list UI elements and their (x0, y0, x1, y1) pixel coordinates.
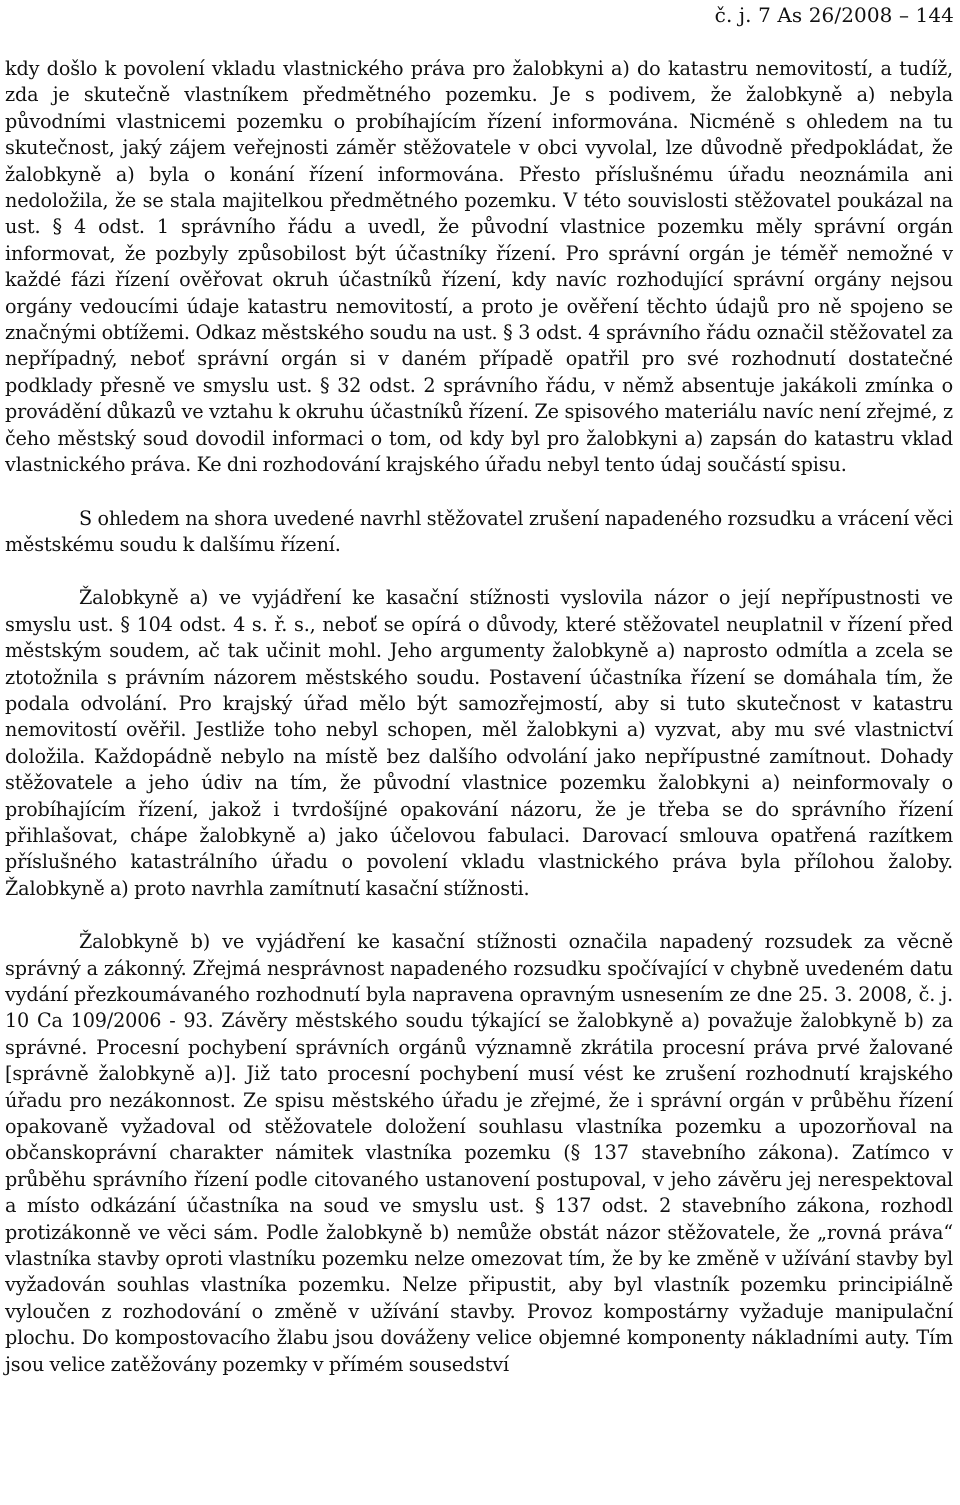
paragraph-plaintiff-b-response: Žalobkyně b) ve vyjádření ke kasační stížnosti označila napadený rozsudek za věcně správný a zákonný. Zřejmá nesprávnost napadeného rozsudku spočívající v chybně uvedeném datu vydání přezkoumávaného rozhodnutí byla napravena opravným usnesením ze dne 25. 3. 2008, č. j. 10 Ca 109/2006 - 93. Závěry městského soudu týkající se žalobkyně a) považuje žalobkyně b) za správné. Procesní pochybení správních orgánů významně zkrátila procesní práva prvé žalované [správně žalobkyně a)]. Již tato procesní pochybení musí vést ke zrušení rozhodnutí krajského úřadu pro nezákonnost. Ze spisu městského úřadu je zřejmé, že i správní orgán v průběhu řízení opakovaně vyžadoval od stěžovatele doložení souhlasu vlastníka pozemku a upozorňoval na občanskoprávní charakter námitek vlastníka pozemku (§ 137 stavebního zákona). Zatímco v průběhu správního řízení podle citovaného ustanovení postupoval, v jeho závěru jej nerespektoval a místo odkázání účastníka na soud ve smyslu ust. § 137 odst. 2 stavebního zákona, rozhodl protizákonně ve věci sám. Podle žalobkyně b) nemůže obstát názor stěžovatele, že „rovná práva“ vlastníka stavby oproti vlastníku pozemku nelze omezovat tím, že by ke změně v užívání stavby byl vyžadován souhlas vlastníka pozemku. Nelze připustit, aby byl vlastník pozemku principiálně vyloučen z rozhodování o změně v užívání stavby. Provoz kompostárny vyžaduje manipulační plochu. Do kompostovacího žlabu jsou dováženy velice objemné komponenty nákladními auty. Tím jsou velice zatěžovány pozemky v přímém sousedství (5, 930, 953, 1376)
paragraph-complainant-proposal: S ohledem na shora uvedené navrhl stěžovatel zrušení napadeného rozsudku a vrácení věci městskému soudu k dalšímu řízení. (5, 506, 953, 556)
case-reference: č. j. 7 As 26/2008 – 144 (714, 3, 954, 27)
paragraph-plaintiff-a-response: Žalobkyně a) ve vyjádření ke kasační stížnosti vyslovila názor o její nepřípustnosti ve smyslu ust. § 104 odst. 4 s. ř. s., neboť se opírá o důvody, které stěžovatel neuplatnil v řízení před městským soudem, ač tak učinit mohl. Jeho argumenty žalobkyně a) naprosto odmítla a zcela se ztotožnila s právním názorem městského soudu. Postavení účastníka řízení se domáhala tím, že podala odvolání. Pro krajský úřad mělo být samozřejmostí, aby si tuto skutečnost v katastru nemovitostí ověřil. Jestliže toho nebyl schopen, měl žalobkyni a) vyzvat, aby mu své vlastnictví doložila. Každopádně nebylo na místě bez dalšího odvolání jako nepřípustné zamítnout. Dohady stěžovatele a jeho údiv na tím, že původní vlastnice pozemku žalobkyni a) neinformovaly o probíhajícím řízení, jakož i tvrdošíjné opakování názoru, že je třeba se do správního řízení přihlašovat, chápe žalobkyně a) jako účelovou fabulaci. Darovací smlouva opatřená razítkem příslušného katastrálního úřadu o povolení vkladu vlastnického práva byla přílohou žaloby. Žalobkyně a) proto navrhla zamítnutí kasační stížnosti. (5, 586, 953, 900)
paragraph-complainant-arguments: kdy došlo k povolení vkladu vlastnického práva pro žalobkyni a) do katastru nemovitostí, a tudíž, zda je skutečně vlastníkem předmětného pozemku. Je s podivem, že žalobkyně a) nebyla původními vlastnicemi pozemku o probíhajícím řízení informována. Nicméně s ohledem na tu skutečnost, jaký zájem veřejnosti záměr stěžovatele v obci vyvolal, lze důvodně předpokládat, že žalobkyně a) byla o konání řízení informována. Přesto příslušnému úřadu neoznámila ani nedoložila, že se stala majitelkou předmětného pozemku. V této souvislosti stěžovatel poukázal na ust. § 4 odst. 1 správního řádu a uvedl, že původní vlastnice pozemku měly správní orgán informovat, že pozbyly způsobilost být účastníky řízení. Pro správní orgán je téměř nemožné v každé fázi řízení ověřovat okruh účastníků řízení, kdy navíc rozhodující správní orgány nejsou orgány vedoucími údaje katastru nemovitostí, a proto je ověření těchto údajů pro ně spojeno se značnými obtížemi. Odkaz městského soudu na ust. § 3 odst. 4 správního řádu označil stěžovatel za nepřípadný, neboť správní orgán si v daném případě opatřil pro své rozhodnutí dostatečné podklady přesně ve smyslu ust. § 32 odst. 2 správního řádu, v němž absentuje jakákoli zmínka o provádění důkazů ve vztahu k okruhu účastníků řízení. Ze spisového materiálu navíc není zřejmé, z čeho městský soud dovodil informaci o tom, od kdy byl pro žalobkyni a) zapsán do katastru vklad vlastnického práva. Ke dni rozhodování krajského úřadu nebyl tento údaj součástí spisu. (5, 57, 953, 477)
